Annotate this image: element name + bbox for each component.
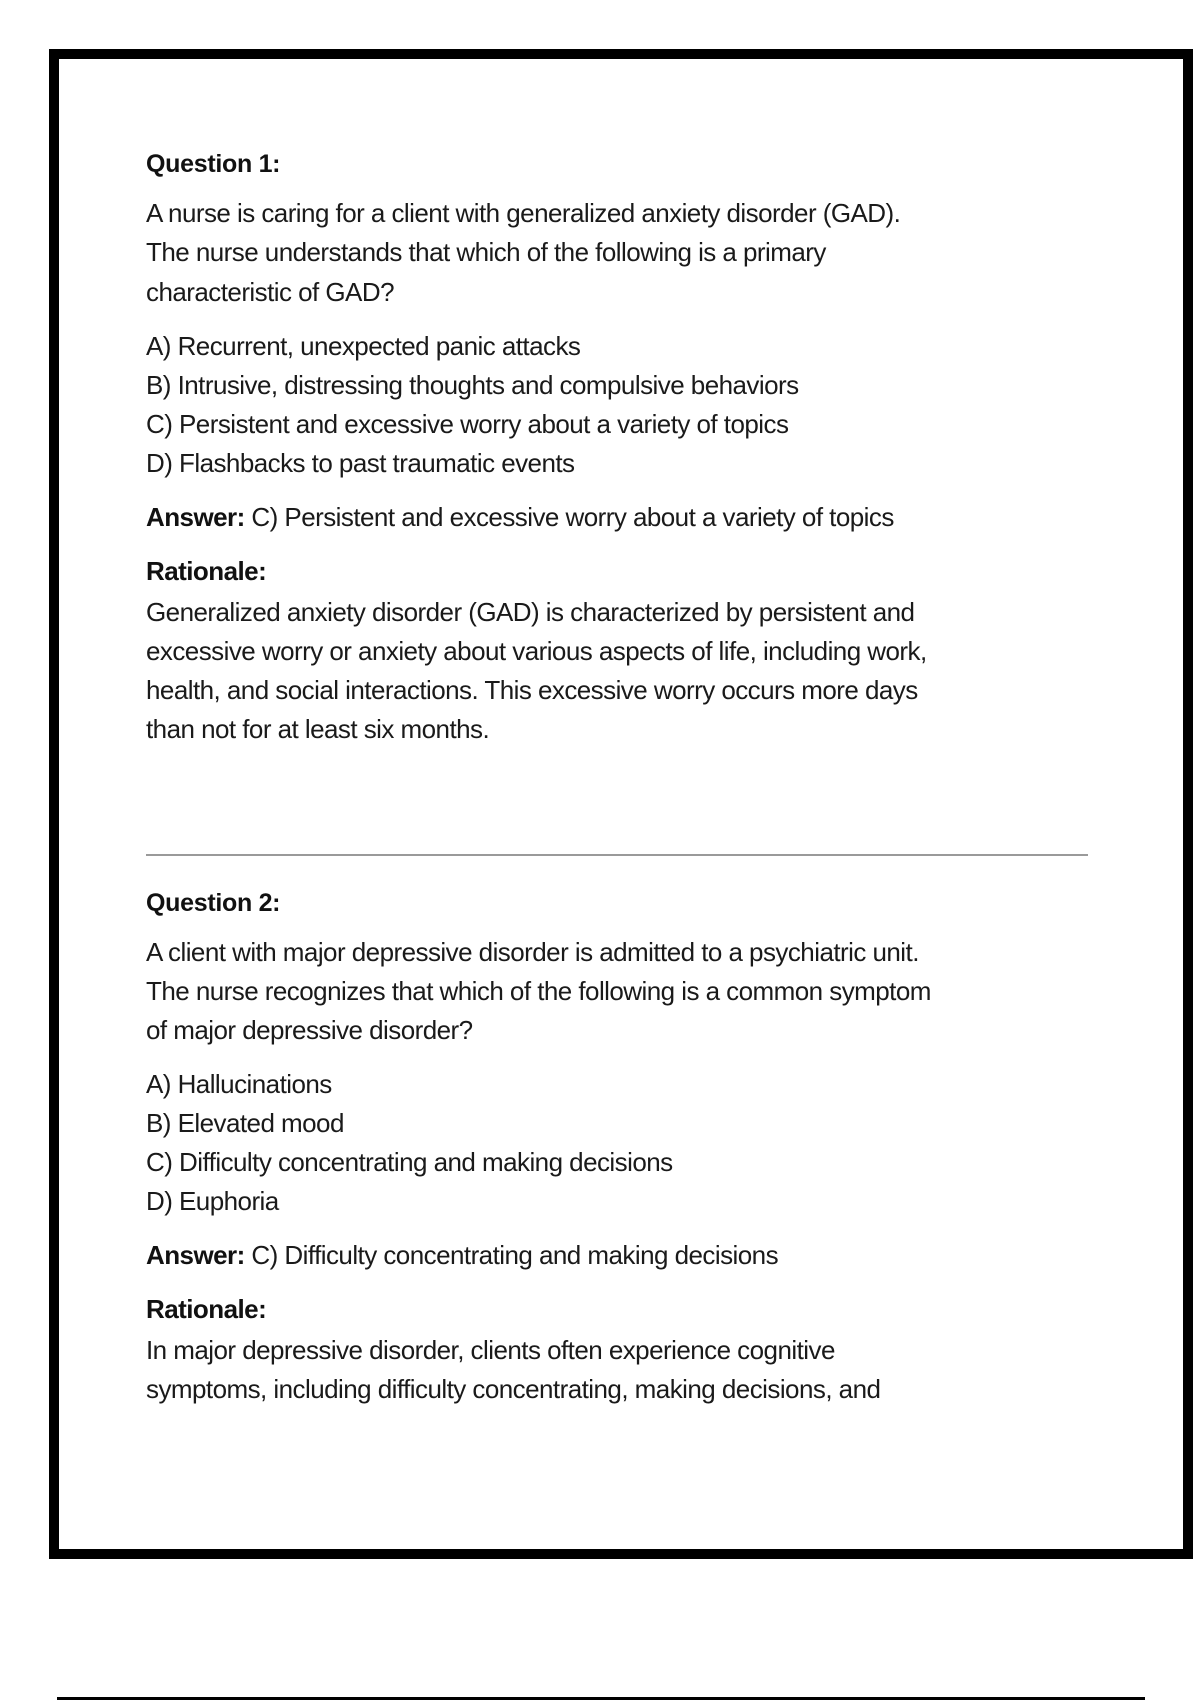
answer-text: C) Persistent and excessive worry about a variety of topics [244, 502, 894, 532]
option-d: D) Flashbacks to past traumatic events [146, 448, 575, 478]
option-d: D) Euphoria [146, 1186, 279, 1216]
rationale-line: excessive worry or anxiety about various aspects of life, including work, [146, 636, 927, 666]
rationale-line: In major depressive disorder, clients often experience cognitive [146, 1335, 835, 1365]
question-stem-line: of major depressive disorder? [146, 1015, 473, 1045]
question-stem-line: A nurse is caring for a client with generalized anxiety disorder (GAD). [146, 198, 901, 228]
rationale-line: health, and social interactions. This excessive worry occurs more days [146, 675, 918, 705]
option-b: B) Intrusive, distressing thoughts and compulsive behaviors [146, 370, 799, 400]
question-stem-line: A client with major depressive disorder is admitted to a psychiatric unit. [146, 937, 919, 967]
option-c: C) Difficulty concentrating and making decisions [146, 1147, 673, 1177]
option-b: B) Elevated mood [146, 1108, 344, 1138]
answer-line [146, 1240, 778, 1271]
option-a: A) Hallucinations [146, 1069, 332, 1099]
rationale-heading [146, 1294, 266, 1325]
answer-label: Answer: [146, 1240, 245, 1270]
question-stem-line: The nurse recognizes that which of the following is a common symptom [146, 976, 931, 1006]
option-a: A) Recurrent, unexpected panic attacks [146, 331, 581, 361]
question-title: Question 1: [146, 150, 281, 178]
option-c: C) Persistent and excessive worry about a variety of topics [146, 409, 789, 439]
rationale-line: Generalized anxiety disorder (GAD) is characterized by persistent and [146, 597, 915, 627]
rationale-label: Rationale: [146, 556, 267, 586]
answer-label: Answer: [146, 502, 245, 532]
question-stem-line: characteristic of GAD? [146, 277, 394, 307]
page-border-frame [49, 49, 1193, 1559]
rationale-heading [146, 556, 266, 587]
question-title: Question 2: [146, 889, 281, 917]
question-separator [146, 854, 1088, 856]
rationale-line: than not for at least six months. [146, 714, 490, 744]
answer-text: C) Difficulty concentrating and making decisions [244, 1240, 779, 1270]
rationale-line: symptoms, including difficulty concentrating, making decisions, and [146, 1374, 881, 1404]
rationale-label: Rationale: [146, 1294, 267, 1324]
answer-line [146, 502, 894, 533]
question-stem-line: The nurse understands that which of the following is a primary [146, 237, 826, 267]
